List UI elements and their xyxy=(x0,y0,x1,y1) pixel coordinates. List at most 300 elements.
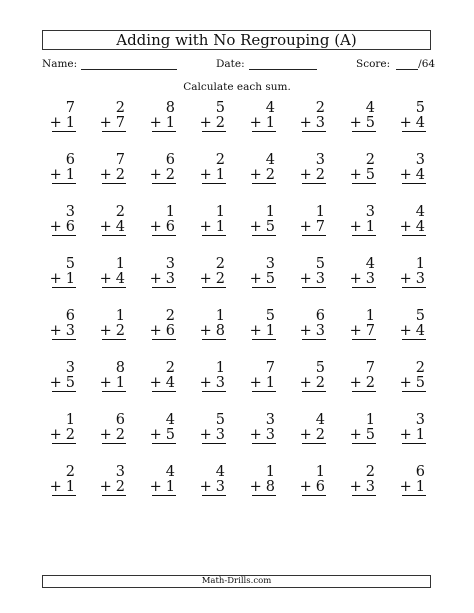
addend-bottom: 2 xyxy=(165,167,175,183)
answer-line[interactable] xyxy=(302,339,326,340)
addend-bottom-row xyxy=(400,219,425,235)
plus-sign: + xyxy=(349,271,362,287)
addend-top: 5 xyxy=(415,100,425,116)
plus-sign: + xyxy=(49,323,62,339)
addend-bottom-row xyxy=(250,479,275,495)
addition-problem xyxy=(284,360,334,412)
addition-problem xyxy=(134,412,184,464)
addition-problem xyxy=(84,204,134,256)
addend-bottom: 3 xyxy=(315,323,325,339)
addend-bottom: 4 xyxy=(415,323,425,339)
addition-problem xyxy=(184,464,234,516)
addition-problem xyxy=(284,308,334,360)
addend-bottom: 1 xyxy=(65,479,75,495)
answer-line[interactable] xyxy=(402,443,426,444)
plus-sign: + xyxy=(49,219,62,235)
addend-top: 2 xyxy=(215,256,225,272)
answer-line[interactable] xyxy=(102,235,126,236)
addition-problem xyxy=(234,360,284,412)
answer-line[interactable] xyxy=(202,287,226,288)
addend-top: 1 xyxy=(265,204,275,220)
addend-top: 7 xyxy=(65,100,75,116)
addend-top: 5 xyxy=(265,308,275,324)
instructions: Calculate each sum. xyxy=(183,81,291,93)
answer-line[interactable] xyxy=(302,391,326,392)
plus-sign: + xyxy=(149,219,162,235)
answer-line[interactable] xyxy=(402,391,426,392)
addition-problem xyxy=(384,100,434,152)
addend-top: 8 xyxy=(165,100,175,116)
addend-bottom: 5 xyxy=(365,427,375,443)
footer-site: Math-Drills.com xyxy=(42,575,431,588)
addend-bottom-row xyxy=(100,375,125,391)
addend-bottom-row xyxy=(200,427,225,443)
plus-sign: + xyxy=(349,219,362,235)
addend-bottom-row xyxy=(350,375,375,391)
addend-top: 2 xyxy=(65,464,75,480)
plus-sign: + xyxy=(249,115,262,131)
addition-problem xyxy=(134,308,184,360)
addend-top: 1 xyxy=(115,256,125,272)
addend-bottom-row xyxy=(350,427,375,443)
problem-grid xyxy=(34,100,434,516)
addend-bottom-row xyxy=(350,479,375,495)
addend-top: 2 xyxy=(315,100,325,116)
addend-bottom: 1 xyxy=(265,115,275,131)
addend-top: 3 xyxy=(265,256,275,272)
addend-top: 5 xyxy=(65,256,75,272)
addend-bottom-row xyxy=(300,167,325,183)
addend-bottom-row xyxy=(200,167,225,183)
addend-bottom-row xyxy=(350,271,375,287)
answer-line[interactable] xyxy=(52,495,76,496)
addend-top: 2 xyxy=(165,308,175,324)
answer-line[interactable] xyxy=(252,495,276,496)
answer-line[interactable] xyxy=(402,235,426,236)
addend-bottom: 1 xyxy=(215,167,225,183)
addition-problem xyxy=(84,100,134,152)
plus-sign: + xyxy=(99,115,112,131)
addend-top: 1 xyxy=(215,308,225,324)
addend-bottom: 3 xyxy=(215,375,225,391)
addition-problem xyxy=(84,360,134,412)
addend-bottom: 4 xyxy=(415,219,425,235)
plus-sign: + xyxy=(349,427,362,443)
addend-top: 1 xyxy=(115,308,125,324)
addition-problem xyxy=(234,308,284,360)
answer-line[interactable] xyxy=(152,183,176,184)
plus-sign: + xyxy=(199,167,212,183)
plus-sign: + xyxy=(249,479,262,495)
plus-sign: + xyxy=(249,323,262,339)
plus-sign: + xyxy=(49,115,62,131)
addition-problem xyxy=(384,308,434,360)
addend-bottom-row xyxy=(300,115,325,131)
plus-sign: + xyxy=(399,479,412,495)
plus-sign: + xyxy=(299,479,312,495)
plus-sign: + xyxy=(249,427,262,443)
addend-bottom-row xyxy=(150,219,175,235)
plus-sign: + xyxy=(199,271,212,287)
addend-bottom-row xyxy=(400,479,425,495)
answer-line[interactable] xyxy=(152,443,176,444)
addend-bottom: 3 xyxy=(415,271,425,287)
addition-problem xyxy=(234,204,284,256)
addition-problem xyxy=(84,152,134,204)
answer-line[interactable] xyxy=(252,339,276,340)
answer-line[interactable] xyxy=(352,443,376,444)
addition-problem xyxy=(384,360,434,412)
addend-top: 3 xyxy=(115,464,125,480)
addition-problem xyxy=(234,256,284,308)
answer-line[interactable] xyxy=(102,495,126,496)
answer-line[interactable] xyxy=(252,391,276,392)
addend-bottom: 4 xyxy=(415,115,425,131)
addition-problem xyxy=(334,204,384,256)
addend-bottom-row xyxy=(50,219,75,235)
date-field[interactable] xyxy=(216,58,317,70)
plus-sign: + xyxy=(349,375,362,391)
answer-line[interactable] xyxy=(402,131,426,132)
addend-top: 6 xyxy=(65,152,75,168)
addend-bottom: 1 xyxy=(165,115,175,131)
addend-bottom: 1 xyxy=(165,479,175,495)
answer-line[interactable] xyxy=(202,391,226,392)
answer-line[interactable] xyxy=(52,339,76,340)
addition-problem xyxy=(34,308,84,360)
plus-sign: + xyxy=(299,427,312,443)
plus-sign: + xyxy=(299,219,312,235)
plus-sign: + xyxy=(199,219,212,235)
plus-sign: + xyxy=(199,323,212,339)
addition-problem xyxy=(234,464,284,516)
plus-sign: + xyxy=(399,427,412,443)
addend-bottom-row xyxy=(250,219,275,235)
addend-top: 4 xyxy=(365,100,375,116)
addend-top: 2 xyxy=(415,360,425,376)
addend-bottom-row xyxy=(250,427,275,443)
answer-line[interactable] xyxy=(202,339,226,340)
addend-bottom-row xyxy=(50,427,75,443)
addend-bottom: 2 xyxy=(115,167,125,183)
addend-bottom-row xyxy=(50,115,75,131)
addend-bottom-row xyxy=(200,219,225,235)
addend-bottom-row xyxy=(100,271,125,287)
addend-bottom: 5 xyxy=(265,219,275,235)
plus-sign: + xyxy=(199,427,212,443)
answer-line[interactable] xyxy=(102,443,126,444)
addend-bottom: 1 xyxy=(415,479,425,495)
addend-bottom: 6 xyxy=(65,219,75,235)
answer-line[interactable] xyxy=(52,391,76,392)
answer-line[interactable] xyxy=(102,183,126,184)
addend-bottom-row xyxy=(100,479,125,495)
addend-bottom-row xyxy=(200,323,225,339)
plus-sign: + xyxy=(149,271,162,287)
addend-top: 2 xyxy=(115,204,125,220)
answer-line[interactable] xyxy=(202,235,226,236)
name-field[interactable] xyxy=(42,58,177,70)
answer-line[interactable] xyxy=(352,339,376,340)
addend-bottom: 2 xyxy=(365,375,375,391)
addend-top: 1 xyxy=(265,464,275,480)
plus-sign: + xyxy=(199,479,212,495)
addend-top: 6 xyxy=(165,152,175,168)
addend-bottom-row xyxy=(350,219,375,235)
answer-line[interactable] xyxy=(302,131,326,132)
answer-line[interactable] xyxy=(302,235,326,236)
plus-sign: + xyxy=(99,479,112,495)
plus-sign: + xyxy=(299,375,312,391)
addend-bottom-row xyxy=(150,167,175,183)
answer-line[interactable] xyxy=(252,183,276,184)
addend-bottom-row xyxy=(100,167,125,183)
score-total: /64 xyxy=(418,58,436,70)
addition-problem xyxy=(134,360,184,412)
addition-problem xyxy=(134,464,184,516)
addend-bottom-row xyxy=(350,115,375,131)
answer-line[interactable] xyxy=(102,131,126,132)
plus-sign: + xyxy=(149,479,162,495)
addend-bottom: 3 xyxy=(215,427,225,443)
addend-bottom-row xyxy=(50,479,75,495)
addend-bottom-row xyxy=(400,427,425,443)
addition-problem xyxy=(234,412,284,464)
answer-line[interactable] xyxy=(252,443,276,444)
plus-sign: + xyxy=(249,375,262,391)
plus-sign: + xyxy=(149,427,162,443)
addition-problem xyxy=(184,152,234,204)
addend-top: 1 xyxy=(65,412,75,428)
addition-problem xyxy=(134,152,184,204)
addend-bottom: 5 xyxy=(365,115,375,131)
addend-bottom: 1 xyxy=(265,375,275,391)
addend-bottom-row xyxy=(400,375,425,391)
addend-bottom: 1 xyxy=(65,115,75,131)
plus-sign: + xyxy=(99,375,112,391)
addend-top: 7 xyxy=(265,360,275,376)
answer-line[interactable] xyxy=(202,183,226,184)
addend-bottom-row xyxy=(100,219,125,235)
addition-problem xyxy=(184,256,234,308)
addend-top: 4 xyxy=(165,464,175,480)
addition-problem xyxy=(384,464,434,516)
answer-line[interactable] xyxy=(52,235,76,236)
answer-line[interactable] xyxy=(302,443,326,444)
addend-bottom: 2 xyxy=(315,375,325,391)
addend-bottom: 6 xyxy=(315,479,325,495)
addend-top: 4 xyxy=(315,412,325,428)
addend-bottom-row xyxy=(400,271,425,287)
addend-bottom-row xyxy=(250,271,275,287)
addend-bottom: 2 xyxy=(215,271,225,287)
plus-sign: + xyxy=(149,115,162,131)
addend-bottom-row xyxy=(400,167,425,183)
plus-sign: + xyxy=(99,271,112,287)
plus-sign: + xyxy=(149,323,162,339)
addend-bottom-row xyxy=(100,323,125,339)
addend-bottom: 2 xyxy=(265,167,275,183)
answer-line[interactable] xyxy=(352,131,376,132)
addend-bottom: 5 xyxy=(415,375,425,391)
addend-top: 4 xyxy=(265,152,275,168)
date-blank[interactable] xyxy=(249,59,317,70)
plus-sign: + xyxy=(299,323,312,339)
plus-sign: + xyxy=(99,323,112,339)
addend-bottom-row xyxy=(50,167,75,183)
addend-bottom: 8 xyxy=(265,479,275,495)
addition-problem xyxy=(84,412,134,464)
addend-top: 5 xyxy=(415,308,425,324)
addition-problem xyxy=(284,412,334,464)
answer-line[interactable] xyxy=(152,495,176,496)
answer-line[interactable] xyxy=(52,131,76,132)
addend-top: 6 xyxy=(115,412,125,428)
answer-line[interactable] xyxy=(352,183,376,184)
addend-bottom: 5 xyxy=(65,375,75,391)
addition-problem xyxy=(384,412,434,464)
addition-problem xyxy=(184,204,234,256)
addend-bottom: 4 xyxy=(115,219,125,235)
addend-top: 3 xyxy=(415,152,425,168)
answer-line[interactable] xyxy=(102,287,126,288)
addend-bottom: 5 xyxy=(365,167,375,183)
name-blank[interactable] xyxy=(81,59,177,70)
plus-sign: + xyxy=(399,323,412,339)
answer-line[interactable] xyxy=(152,287,176,288)
answer-line[interactable] xyxy=(402,183,426,184)
addition-problem xyxy=(34,152,84,204)
answer-line[interactable] xyxy=(252,131,276,132)
answer-line[interactable] xyxy=(52,443,76,444)
answer-line[interactable] xyxy=(352,287,376,288)
answer-line[interactable] xyxy=(102,339,126,340)
answer-line[interactable] xyxy=(152,391,176,392)
addend-top: 4 xyxy=(215,464,225,480)
addend-bottom: 5 xyxy=(265,271,275,287)
addend-top: 2 xyxy=(165,360,175,376)
addend-bottom-row xyxy=(350,167,375,183)
addend-top: 2 xyxy=(115,100,125,116)
addition-problem xyxy=(34,256,84,308)
addend-bottom: 8 xyxy=(215,323,225,339)
addend-bottom-row xyxy=(150,427,175,443)
answer-line[interactable] xyxy=(352,391,376,392)
addend-top: 2 xyxy=(215,152,225,168)
score-blank[interactable] xyxy=(396,59,418,70)
addend-bottom-row xyxy=(400,115,425,131)
answer-line[interactable] xyxy=(252,235,276,236)
addend-bottom: 2 xyxy=(215,115,225,131)
addend-bottom-row xyxy=(150,479,175,495)
addition-problem xyxy=(34,204,84,256)
plus-sign: + xyxy=(349,115,362,131)
addend-bottom-row xyxy=(300,427,325,443)
addition-problem xyxy=(334,100,384,152)
addend-top: 3 xyxy=(65,360,75,376)
addition-problem xyxy=(34,100,84,152)
answer-line[interactable] xyxy=(52,287,76,288)
plus-sign: + xyxy=(199,115,212,131)
answer-line[interactable] xyxy=(202,131,226,132)
addition-problem xyxy=(234,152,284,204)
addition-problem xyxy=(34,464,84,516)
addend-top: 4 xyxy=(365,256,375,272)
addend-bottom-row xyxy=(300,323,325,339)
answer-line[interactable] xyxy=(202,443,226,444)
answer-line[interactable] xyxy=(352,495,376,496)
addend-top: 6 xyxy=(65,308,75,324)
addend-bottom: 4 xyxy=(415,167,425,183)
addend-top: 1 xyxy=(365,308,375,324)
answer-line[interactable] xyxy=(352,235,376,236)
answer-line[interactable] xyxy=(302,183,326,184)
plus-sign: + xyxy=(199,375,212,391)
addition-problem xyxy=(84,464,134,516)
addend-top: 5 xyxy=(215,412,225,428)
addend-top: 7 xyxy=(115,152,125,168)
plus-sign: + xyxy=(399,115,412,131)
addend-bottom-row xyxy=(150,115,175,131)
answer-line[interactable] xyxy=(152,339,176,340)
addend-bottom-row xyxy=(300,271,325,287)
addend-top: 5 xyxy=(315,360,325,376)
addend-top: 7 xyxy=(365,360,375,376)
addend-top: 4 xyxy=(415,204,425,220)
answer-line[interactable] xyxy=(402,495,426,496)
addend-bottom: 2 xyxy=(315,427,325,443)
addend-bottom: 5 xyxy=(165,427,175,443)
answer-line[interactable] xyxy=(202,495,226,496)
addition-problem xyxy=(284,152,334,204)
answer-line[interactable] xyxy=(102,391,126,392)
addition-problem xyxy=(84,308,134,360)
addend-top: 1 xyxy=(415,256,425,272)
answer-line[interactable] xyxy=(152,235,176,236)
addend-bottom: 1 xyxy=(65,271,75,287)
addend-bottom-row xyxy=(350,323,375,339)
addition-problem xyxy=(384,152,434,204)
answer-line[interactable] xyxy=(402,339,426,340)
answer-line[interactable] xyxy=(302,287,326,288)
score-field[interactable] xyxy=(356,58,435,70)
addition-problem xyxy=(34,360,84,412)
addend-bottom-row xyxy=(100,427,125,443)
answer-line[interactable] xyxy=(302,495,326,496)
addend-top: 5 xyxy=(315,256,325,272)
addend-bottom-row xyxy=(50,323,75,339)
worksheet-title: Adding with No Regrouping (A) xyxy=(42,30,431,50)
answer-line[interactable] xyxy=(252,287,276,288)
addend-bottom: 2 xyxy=(115,323,125,339)
addend-bottom-row xyxy=(200,375,225,391)
addend-bottom-row xyxy=(400,323,425,339)
addition-problem xyxy=(334,256,384,308)
addition-problem xyxy=(184,360,234,412)
addend-bottom: 2 xyxy=(315,167,325,183)
addend-bottom-row xyxy=(250,115,275,131)
addition-problem xyxy=(134,100,184,152)
plus-sign: + xyxy=(349,479,362,495)
answer-line[interactable] xyxy=(402,287,426,288)
answer-line[interactable] xyxy=(52,183,76,184)
addend-top: 5 xyxy=(215,100,225,116)
answer-line[interactable] xyxy=(152,131,176,132)
addition-problem xyxy=(384,204,434,256)
plus-sign: + xyxy=(99,219,112,235)
addend-bottom-row xyxy=(250,375,275,391)
plus-sign: + xyxy=(149,375,162,391)
